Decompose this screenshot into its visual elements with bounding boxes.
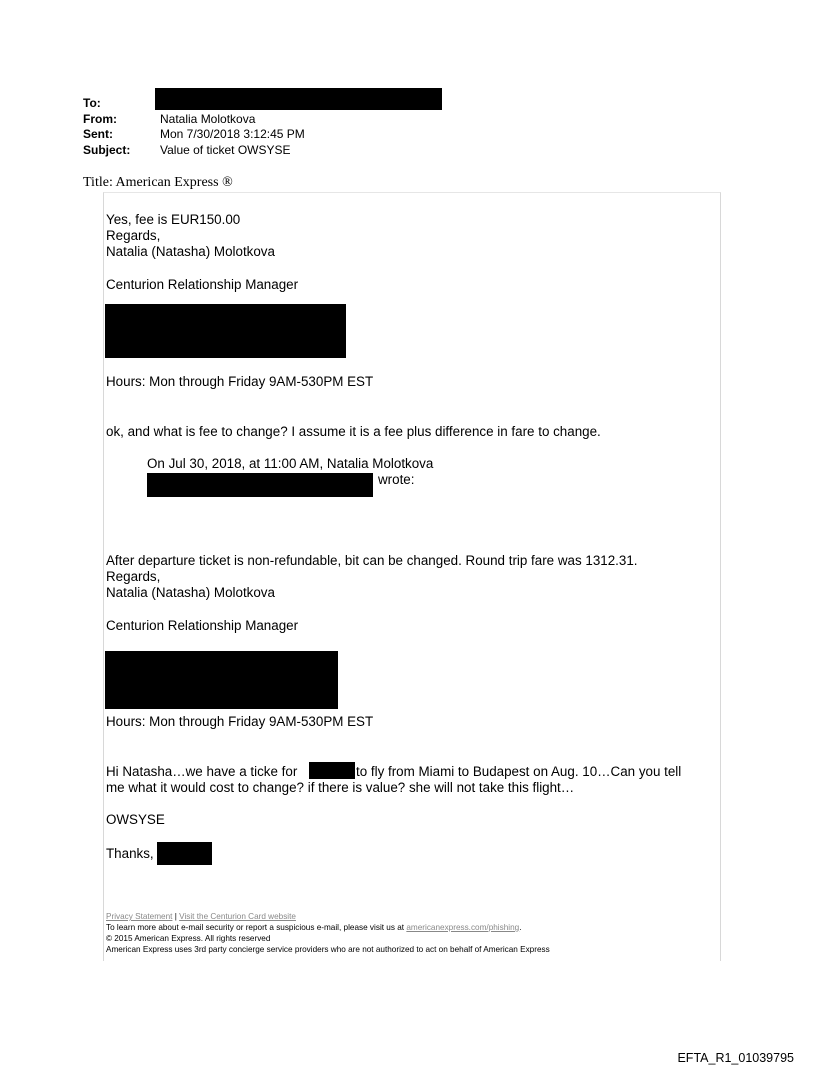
message2-line1: After departure ticket is non-refundable, bit can be changed. Round trip fare was 1312.31. [106, 553, 638, 568]
message2-role: Centurion Relationship Manager [106, 618, 299, 633]
redaction-to-address [155, 88, 442, 110]
centurion-website-link[interactable]: Visit the Centurion Card website [179, 912, 296, 921]
footer-security-line [106, 923, 521, 932]
sent-value: Mon 7/30/2018 3:12:45 PM [160, 127, 305, 141]
from-label: From: [83, 112, 117, 126]
subject-label: Subject: [83, 143, 131, 157]
message3-part2: to fly from Miami to Budapest on Aug. 10…Can you tell [356, 764, 682, 779]
message1-regards: Regards, [106, 228, 161, 243]
sent-label: Sent: [83, 127, 113, 141]
footer-copyright: © 2015 American Express. All rights reserved [106, 934, 271, 943]
redaction-quote-email [147, 473, 373, 497]
from-value: Natalia Molotkova [160, 112, 256, 126]
title-line: Title: American Express ® [83, 175, 233, 190]
message1-hours: Hours: Mon through Friday 9AM-530PM EST [106, 374, 374, 389]
redaction-sender-name [157, 842, 212, 865]
message3-code: OWSYSE [106, 812, 165, 827]
document-id: EFTA_R1_01039795 [677, 1051, 794, 1065]
footer-security-suffix: . [519, 923, 522, 932]
message1-signature-name: Natalia (Natasha) Molotkova [106, 244, 275, 259]
footer-links-row [106, 912, 296, 921]
footer-disclaimer: American Express uses 3rd party concierge service providers who are not authorized to act on behalf of American Express [106, 945, 550, 954]
message3-thanks: Thanks, [106, 846, 154, 861]
quote1-line1: On Jul 30, 2018, at 11:00 AM, Natalia Molotkova [147, 456, 434, 471]
to-label: To: [83, 96, 101, 110]
reply1-text: ok, and what is fee to change? I assume it is a fee plus difference in fare to change. [106, 424, 601, 439]
subject-value: Value of ticket OWSYSE [160, 143, 291, 157]
message3-line2: me what it would cost to change? if there is value? she will not take this flight… [106, 780, 575, 795]
redaction-contact-block-2 [105, 651, 338, 709]
message2-signature-name: Natalia (Natasha) Molotkova [106, 585, 275, 600]
footer-security-text: To learn more about e-mail security or report a suspicious e-mail, please visit us at [106, 923, 405, 932]
phishing-link[interactable]: americanexpress.com/phishing [406, 923, 520, 932]
footer-separator: | [174, 912, 177, 921]
quote1-wrote: wrote: [378, 472, 415, 487]
redaction-contact-block-1 [105, 304, 346, 358]
message1-line1: Yes, fee is EUR150.00 [106, 212, 241, 227]
message3-part1: Hi Natasha…we have a ticke for [106, 764, 298, 779]
message2-hours: Hours: Mon through Friday 9AM-530PM EST [106, 714, 374, 729]
message2-regards: Regards, [106, 569, 161, 584]
redaction-name-inline [309, 762, 355, 779]
privacy-statement-link[interactable]: Privacy Statement [106, 912, 173, 921]
message1-role: Centurion Relationship Manager [106, 277, 299, 292]
